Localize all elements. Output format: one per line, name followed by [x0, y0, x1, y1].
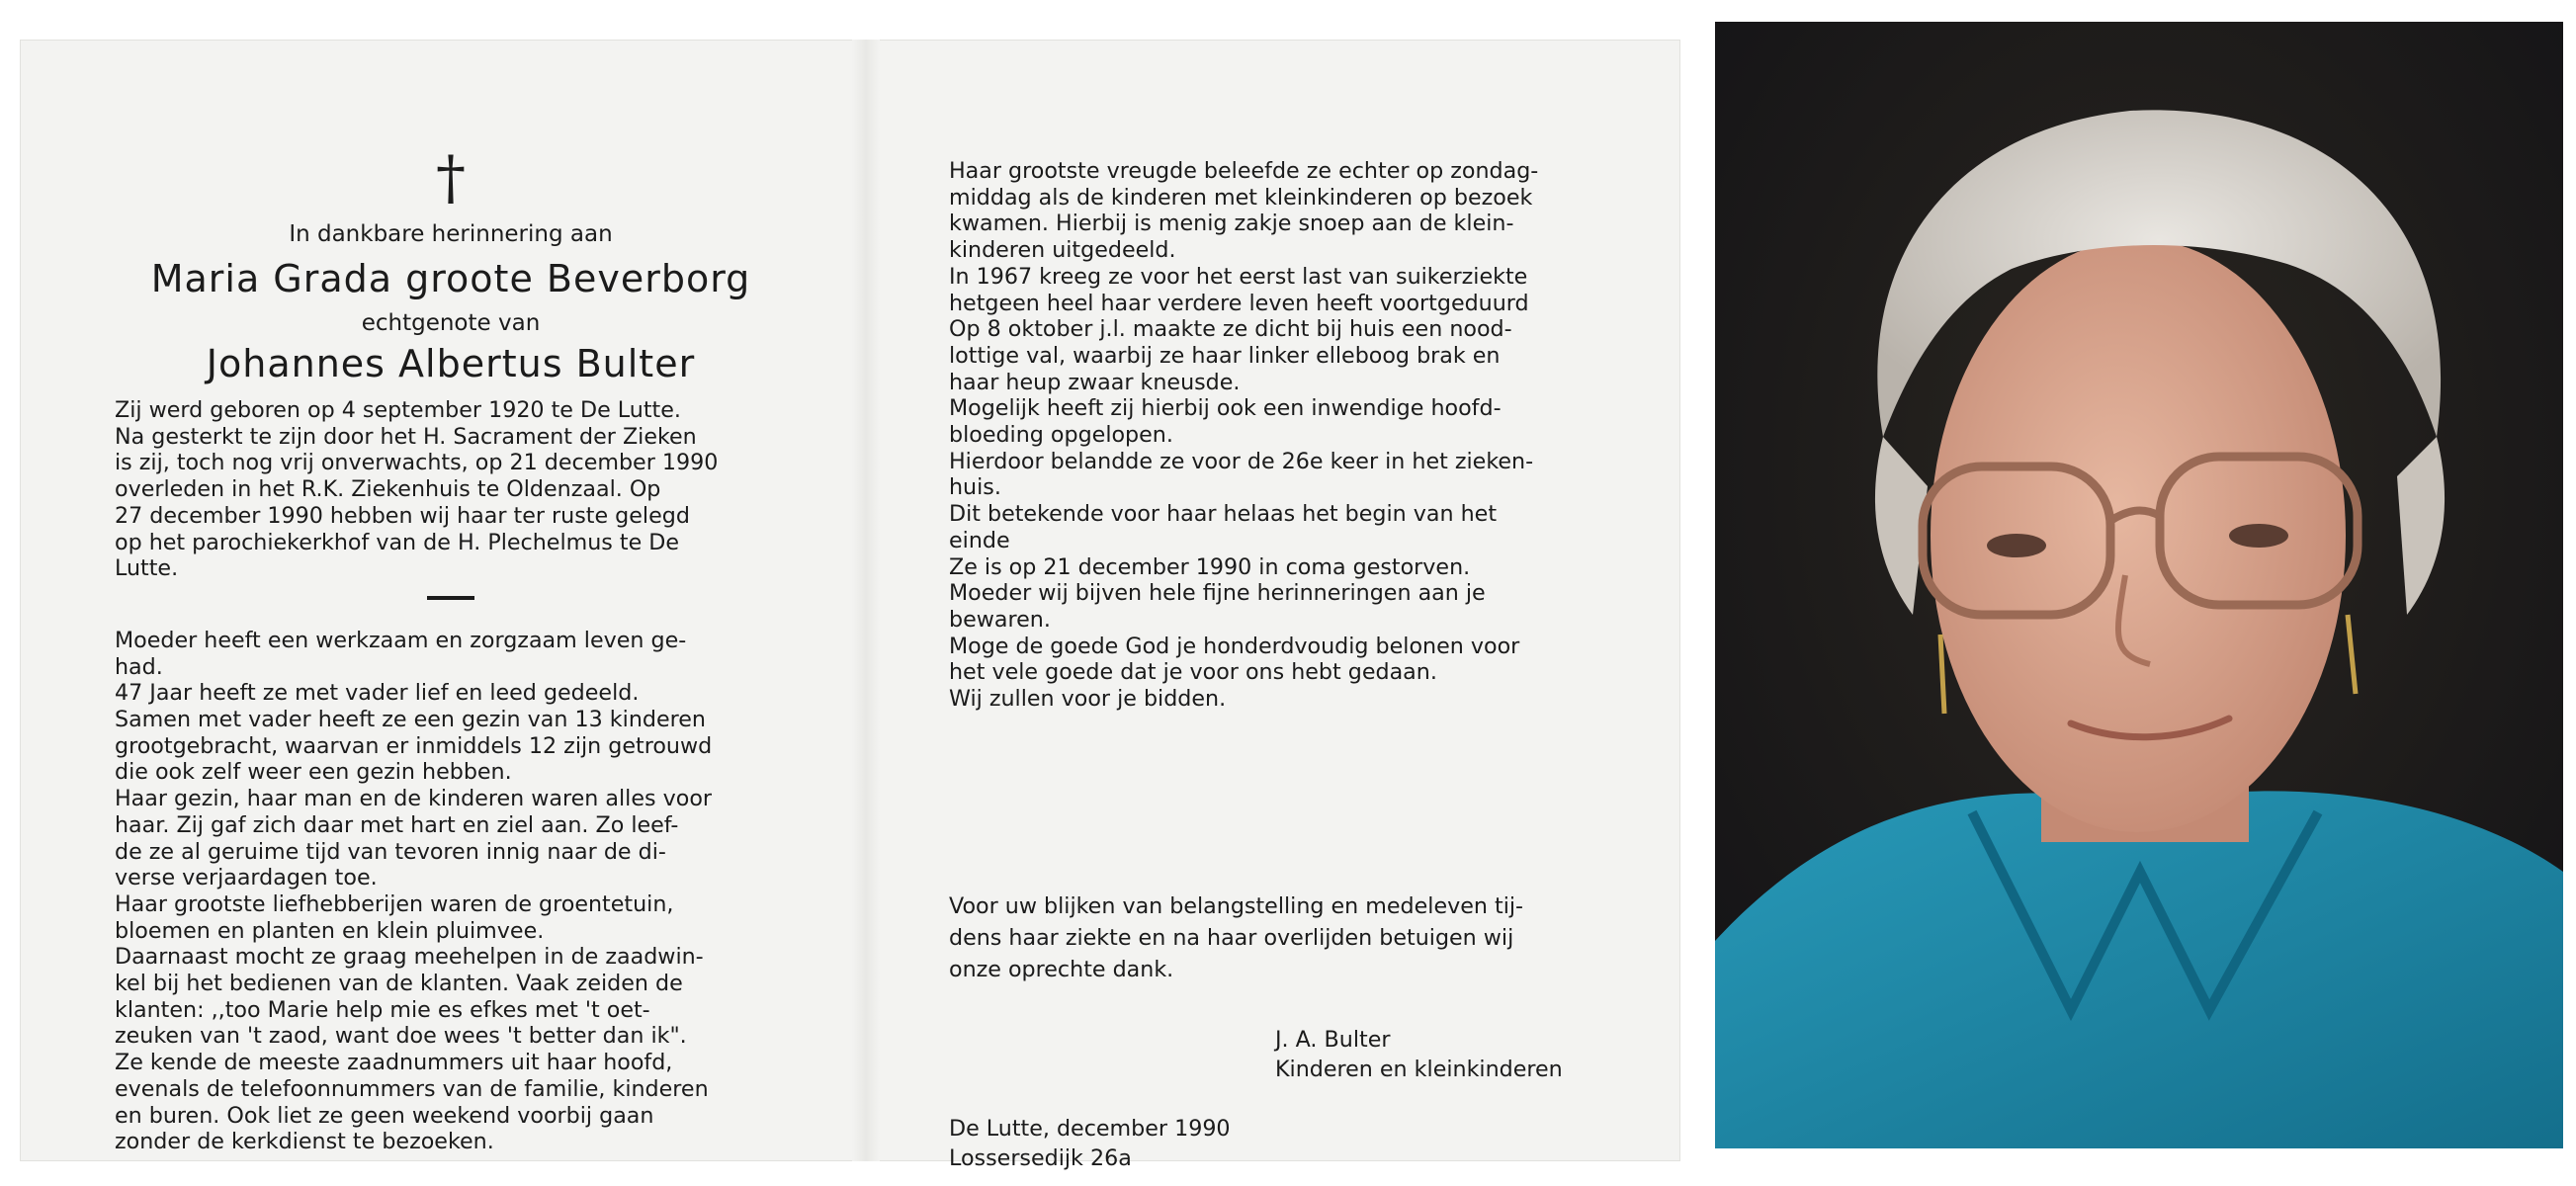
place-date: De Lutte, december 1990: [949, 1115, 1231, 1142]
portrait-photo: [1715, 22, 2563, 1148]
memories-line: In 1967 kreeg ze voor het eerst last van suikerziekte: [949, 263, 1528, 290]
memories-line: Haar grootste vreugde beleefde ze echter op zondag-: [949, 158, 1539, 184]
eye-right: [2229, 524, 2288, 548]
memories-line: huis.: [949, 474, 1001, 501]
memories-line: kwamen. Hierbij is menig zakje snoep aan de klein-: [949, 211, 1514, 237]
memories-line: hetgeen heel haar verdere leven heeft voortgeduurd: [949, 290, 1529, 316]
signature-name: J. A. Bulter: [1275, 1026, 1391, 1053]
card-right-page: [949, 158, 1631, 1173]
signature-block: [1275, 1025, 1631, 1084]
thanks-paragraph: [949, 890, 1631, 985]
life-paragraph: [115, 628, 787, 1155]
life-line: verse verjaardagen toe.: [115, 865, 378, 891]
life-line: haar. Zij gaf zich daar met hart en ziel aan. Zo leef-: [115, 811, 679, 838]
memories-line: Moge de goede God je honderdvoudig belonen voor: [949, 633, 1520, 659]
life-line: grootgebracht, waarvan er inmiddels 12 zijn getrouwd: [115, 732, 713, 759]
portrait-illustration: [1715, 22, 2563, 1148]
thanks-line: onze oprechte dank.: [949, 956, 1174, 982]
bio-line: Na gesterkt te zijn door het H. Sacrament der Zieken: [115, 423, 697, 450]
memories-line: Ze is op 21 december 1990 in coma gestorven.: [949, 553, 1471, 580]
life-line: Samen met vader heeft ze een gezin van 13 kinderen: [115, 707, 706, 733]
memories-line: Dit betekende voor haar helaas het begin van het: [949, 501, 1498, 528]
memories-line: haar heup zwaar kneusde.: [949, 369, 1241, 395]
memories-line: Wij zullen voor je bidden.: [949, 686, 1227, 713]
bio-line: Lutte.: [115, 555, 179, 582]
life-line: klanten: ,,too Marie help mie es efkes met 't oet-: [115, 996, 650, 1023]
deceased-name: Maria Grada groote Beverborg: [150, 257, 751, 300]
memories-line: Hierdoor belandde ze voor de 26e keer in het zieken-: [949, 448, 1534, 474]
memories-line: het vele goede dat je voor ons hebt gedaan.: [949, 659, 1437, 686]
thanks-line: dens haar ziekte en na haar overlijden betuigen wij: [949, 924, 1514, 951]
spacer: [949, 713, 1631, 890]
memories-line: bewaren.: [949, 606, 1051, 633]
memories-line: Moeder wij bijven hele fijne herinneringen aan je: [949, 580, 1486, 607]
memorial-card: [20, 40, 1680, 1171]
spouse-name: Johannes Albertus Bulter: [206, 342, 696, 385]
life-line: evenals de telefoonnummers van de familie, kinderen: [115, 1075, 709, 1102]
life-line: zonder de kerkdienst te bezoeken.: [115, 1129, 494, 1155]
address: Lossersedijk 26a: [949, 1144, 1132, 1171]
cross-icon: †: [436, 143, 466, 212]
divider-line: [427, 596, 474, 600]
place-date-block: [949, 1114, 1631, 1173]
life-line: bloemen en planten en klein pluimvee.: [115, 917, 545, 944]
bio-line: op het parochiekerkhof van de H. Plechelmus te De: [115, 529, 680, 555]
life-line: die ook zelf weer een gezin hebben.: [115, 759, 512, 786]
memories-line: Op 8 oktober j.l. maakte ze dicht bij huis een nood-: [949, 316, 1512, 343]
life-line: Haar gezin, haar man en de kinderen waren alles voor: [115, 786, 713, 812]
blouse-shape: [1715, 791, 2563, 1148]
life-line: Haar grootste liefhebberijen waren de groentetuin,: [115, 890, 674, 917]
card-fold: [852, 40, 880, 1161]
life-line: 47 Jaar heeft ze met vader lief en leed gedeeld.: [115, 680, 640, 707]
bio-line: Zij werd geboren op 4 september 1920 te De Lutte.: [115, 397, 681, 423]
life-line: de ze al geruime tijd van tevoren innig naar de di-: [115, 838, 666, 865]
memories-line: middag als de kinderen met kleinkinderen op bezoek: [949, 184, 1533, 211]
life-line: zeuken van 't zaod, want doe wees 't better dan ik".: [115, 1023, 687, 1050]
bio-paragraph: [115, 397, 787, 582]
life-line: Ze kende de meeste zaadnummers uit haar hoofd,: [115, 1050, 673, 1076]
life-line: kel bij het bedienen van de klanten. Vaak zeiden de: [115, 971, 683, 997]
bio-line: is zij, toch nog vrij onverwachts, op 21 december 1990: [115, 450, 719, 476]
life-line: had.: [115, 653, 163, 680]
memories-line: kinderen uitgedeeld.: [949, 237, 1176, 264]
thanks-line: Voor uw blijken van belangstelling en medeleven tij-: [949, 892, 1524, 919]
memories-line: bloeding opgelopen.: [949, 422, 1173, 449]
intro-line: In dankbare herinnering aan: [289, 221, 613, 247]
bio-line: 27 december 1990 hebben wij haar ter ruste gelegd: [115, 502, 690, 529]
memories-line: Mogelijk heeft zij hierbij ook een inwendige hoofd-: [949, 395, 1502, 422]
life-line: en buren. Ook liet ze geen weekend voorbij gaan: [115, 1102, 654, 1129]
memories-line: lottige val, waarbij ze haar linker elleboog brak en: [949, 342, 1501, 369]
bio-line: overleden in het R.K. Ziekenhuis te Oldenzaal. Op: [115, 476, 661, 503]
life-line: Daarnaast mocht ze graag meehelpen in de zaadwin-: [115, 944, 704, 971]
memories-paragraph: [949, 158, 1631, 713]
card-left-page: [115, 143, 787, 1155]
signature-family: Kinderen en kleinkinderen: [1275, 1056, 1563, 1082]
life-line: Moeder heeft een werkzaam en zorgzaam leven ge-: [115, 627, 687, 653]
eye-left: [1987, 534, 2046, 557]
spouse-label: echtgenote van: [361, 310, 541, 336]
memories-line: einde: [949, 527, 1010, 553]
